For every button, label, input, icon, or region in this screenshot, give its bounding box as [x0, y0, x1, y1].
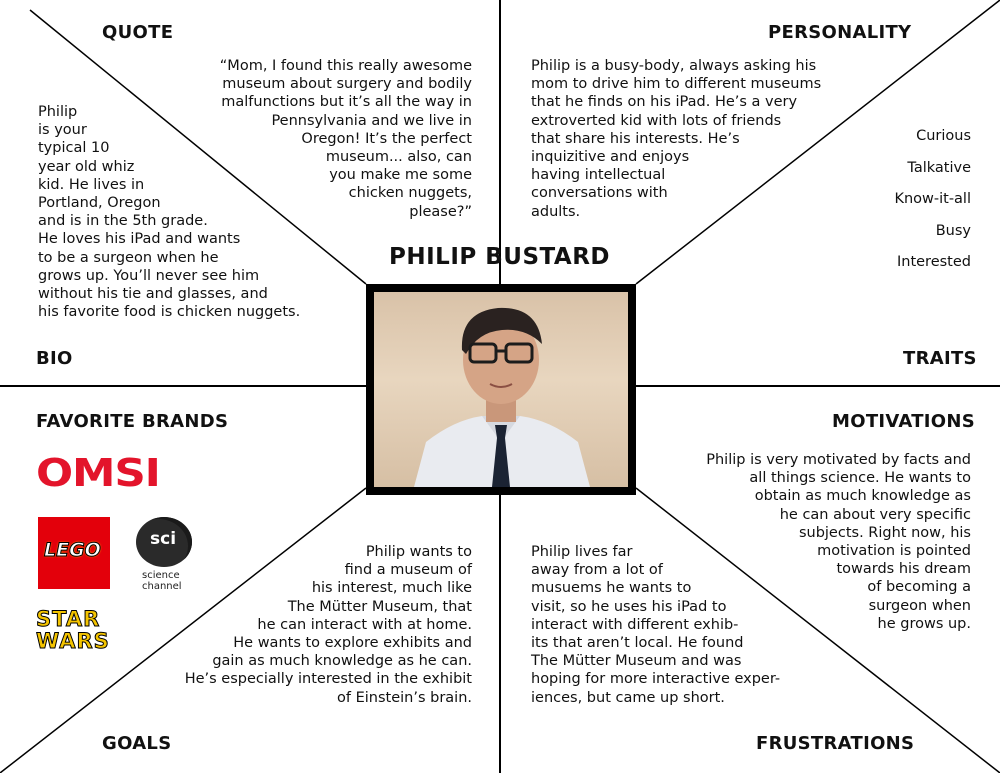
lego-logo: LEGO	[38, 517, 110, 589]
trait-item: Interested	[896, 254, 971, 271]
motivations-heading: MOTIVATIONS	[832, 411, 976, 432]
trait-item: Curious	[916, 128, 971, 144]
science-channel-logo: sci science channel	[134, 517, 198, 593]
goals-text: Philip wants to find a museum of his interest, much like The Mütter Museum, that he can interact with at home. He wants to explore exhibits and gain as much knowledge as he can. He’s especially interested in the exhibit of Einstein’s brain.	[184, 544, 472, 706]
persona-name: PHILIP BUSTARD	[389, 244, 611, 270]
motivations-text: Philip is very motivated by facts and all things science. He wants to obtain as much knowledge as he can about very specific subjects. Right now, his motivation is pointed towards his dream of becoming a surgeon when he grows up.	[706, 452, 971, 632]
star-wars-logo: STAR WARS	[36, 607, 110, 653]
personality-heading: PERSONALITY	[768, 22, 912, 43]
boy-portrait-illustration	[374, 292, 628, 487]
quote-heading: QUOTE	[102, 22, 174, 43]
traits-heading: TRAITS	[903, 348, 977, 369]
sci-badge: sci	[136, 517, 192, 567]
trait-item: Busy	[935, 222, 971, 239]
frustrations-heading: FRUSTRATIONS	[756, 733, 915, 754]
bio-heading: BIO	[36, 348, 73, 369]
favorite-brands-heading: FAVORITE BRANDS	[36, 411, 229, 432]
trait-item: Know-it-all	[894, 191, 971, 208]
traits-list	[894, 128, 971, 286]
goals-heading: GOALS	[102, 733, 172, 754]
quote-text: “Mom, I found this really awesome museum about surgery and bodily malfunctions but it’s all the way in Pennsylvania and we live in Oregon! It’s the perfect museum... also, can you make me some chicken nuggets, please?”	[219, 58, 472, 220]
trait-item: Talkative	[907, 159, 971, 176]
personality-text: Philip is a busy-body, always asking his mom to drive him to different museums that he finds on his iPad. He’s a very extroverted kid with lots of friends that share his interests. He’s inquizitive and enjoys having intellectual conversations with adults.	[531, 58, 822, 220]
omsi-logo: OMSI	[36, 451, 160, 495]
frustrations-text: Philip lives far away from a lot of musuems he wants to visit, so he uses his iPad to interact with different exhib- its that aren’t local. He found The Mütter Museum and was hoping for more interactive exper- iences, but came up short.	[531, 544, 781, 706]
bio-text: Philip is your typical 10 year old whiz kid. He lives in Portland, Oregon and is in the 5th grade. He loves his iPad and wants to be a surgeon when he grows up. You’ll never see him without his tie and glasses, and his favorite food is chicken nuggets.	[38, 104, 301, 321]
persona-photo	[366, 284, 636, 495]
